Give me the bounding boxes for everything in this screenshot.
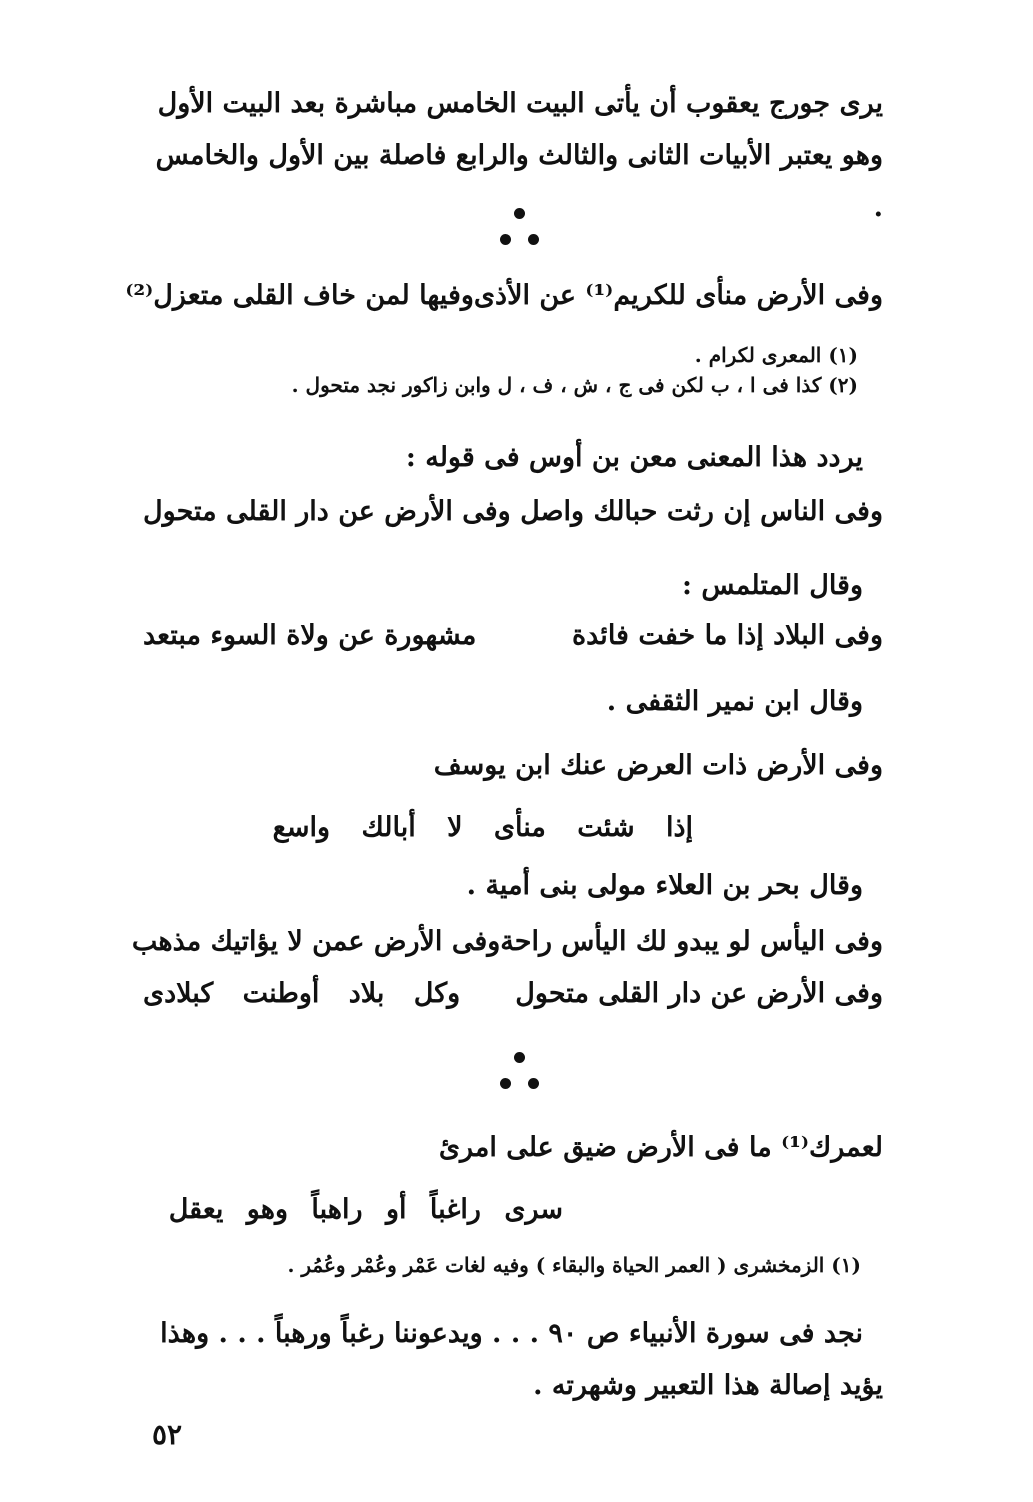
- verse-5-line-2: [143, 970, 883, 1018]
- verse-1-second-hemistich: وفيها لمن خاف القلى متعزل⁽²⁾: [125, 280, 474, 311]
- paragraph-anbiya-line-1: نجد فى سورة الأنبياء ص ٩٠ . . . ويدعوننا رغباً ورهباً . . . وهذا: [160, 1318, 863, 1349]
- paragraph-ibn-numayr: [143, 676, 883, 728]
- footnotes-2: [173, 1250, 873, 1280]
- verse-1-first-hemistich: وفى الأرض منأى للكريم⁽¹⁾ عن الأذى: [473, 280, 883, 311]
- verse-2-second-hemistich: وفى الأرض عن دار القلى متحول: [143, 496, 511, 527]
- divider-dot: [514, 208, 525, 219]
- paragraph-bahr-text: وقال بحر بن العلاء مولى بنى أمية .: [466, 870, 863, 901]
- verse-5-line-1-first-hemistich: وفى اليأس لو يبدو لك اليأس راحة: [500, 926, 883, 957]
- paragraph-anbiya-line-2: يؤيد إصالة هذا التعبير وشهرته .: [533, 1370, 883, 1401]
- paragraph-maan-text: يردد هذا المعنى معن بن أوس فى قوله :: [405, 442, 863, 473]
- verse-2: [143, 488, 883, 536]
- paragraph-mutalammis: [143, 560, 883, 612]
- verse-6-second-hemistich: سرى راغباً أو راهباً وهو يعقل: [168, 1194, 563, 1225]
- verse-6-first-hemistich: لعمرك⁽¹⁾ ما فى الأرض ضيق على امرئ: [438, 1132, 883, 1163]
- verse-1: [125, 272, 883, 320]
- footnotes-1: [158, 340, 858, 400]
- verse-3: [143, 612, 883, 660]
- verse-4-first-hemistich: وفى الأرض ذات العرض عنك ابن يوسف: [433, 750, 883, 781]
- verse-3-second-hemistich: مشهورة عن ولاة السوء مبتعد: [143, 620, 477, 651]
- verse-6: [143, 1124, 883, 1234]
- page-number: ٥٢: [152, 1418, 183, 1451]
- verse-2-first-hemistich: وفى الناس إن رثت حبالك واصل: [520, 496, 883, 527]
- paragraph-ibn-numayr-text: وقال ابن نمير الثقفى .: [606, 686, 863, 717]
- divider-dot: [528, 234, 539, 245]
- paragraph-mutalammis-text: وقال المتلمس :: [681, 570, 863, 601]
- verse-5-line-2-second-hemistich: وكل بلاد أوطنت كبلادى: [143, 978, 461, 1009]
- section-divider-dots: [495, 1052, 545, 1102]
- intro-line-1: يرى جورج يعقوب أن يأتى البيت الخامس مباشرة بعد البيت الأول: [157, 88, 883, 119]
- verse-5-line-2-first-hemistich: وفى الأرض عن دار القلى متحول: [515, 978, 883, 1009]
- divider-dot: [500, 1078, 511, 1089]
- verse-4: [143, 742, 883, 852]
- section-divider-dots: [495, 208, 545, 258]
- footnote-2: (٢) كذا فى ا ، ب لكن فى ج ، ش ، ف ، ل وابن زاكور نجد متحول .: [291, 373, 858, 397]
- verse-5-line-1: [131, 918, 883, 966]
- verse-4-second-hemistich: إذا شئت منأى لا أبالك واسع: [272, 812, 693, 843]
- footnote-zamakhshari: (١) الزمخشرى ( العمر الحياة والبقاء ) وفيه لغات عَمْر وعُمْر وعُمُر .: [287, 1253, 861, 1277]
- paragraph-anbiya: [143, 1308, 883, 1412]
- verse-5-line-1-second-hemistich: وفى الأرض عمن لا يؤاتيك مذهب: [131, 926, 501, 957]
- footnote-1: (١) المعرى لكرام .: [694, 343, 858, 367]
- paragraph-bahr: [143, 860, 883, 912]
- divider-dot: [528, 1078, 539, 1089]
- verse-3-first-hemistich: وفى البلاد إذا ما خفت فائدة: [571, 620, 883, 651]
- divider-dot: [500, 234, 511, 245]
- intro-line-2: وهو يعتبر الأبيات الثانى والثالث والرابع فاصلة بين الأول والخامس .: [155, 140, 883, 223]
- divider-dot: [514, 1052, 525, 1063]
- paragraph-maan: [143, 432, 883, 484]
